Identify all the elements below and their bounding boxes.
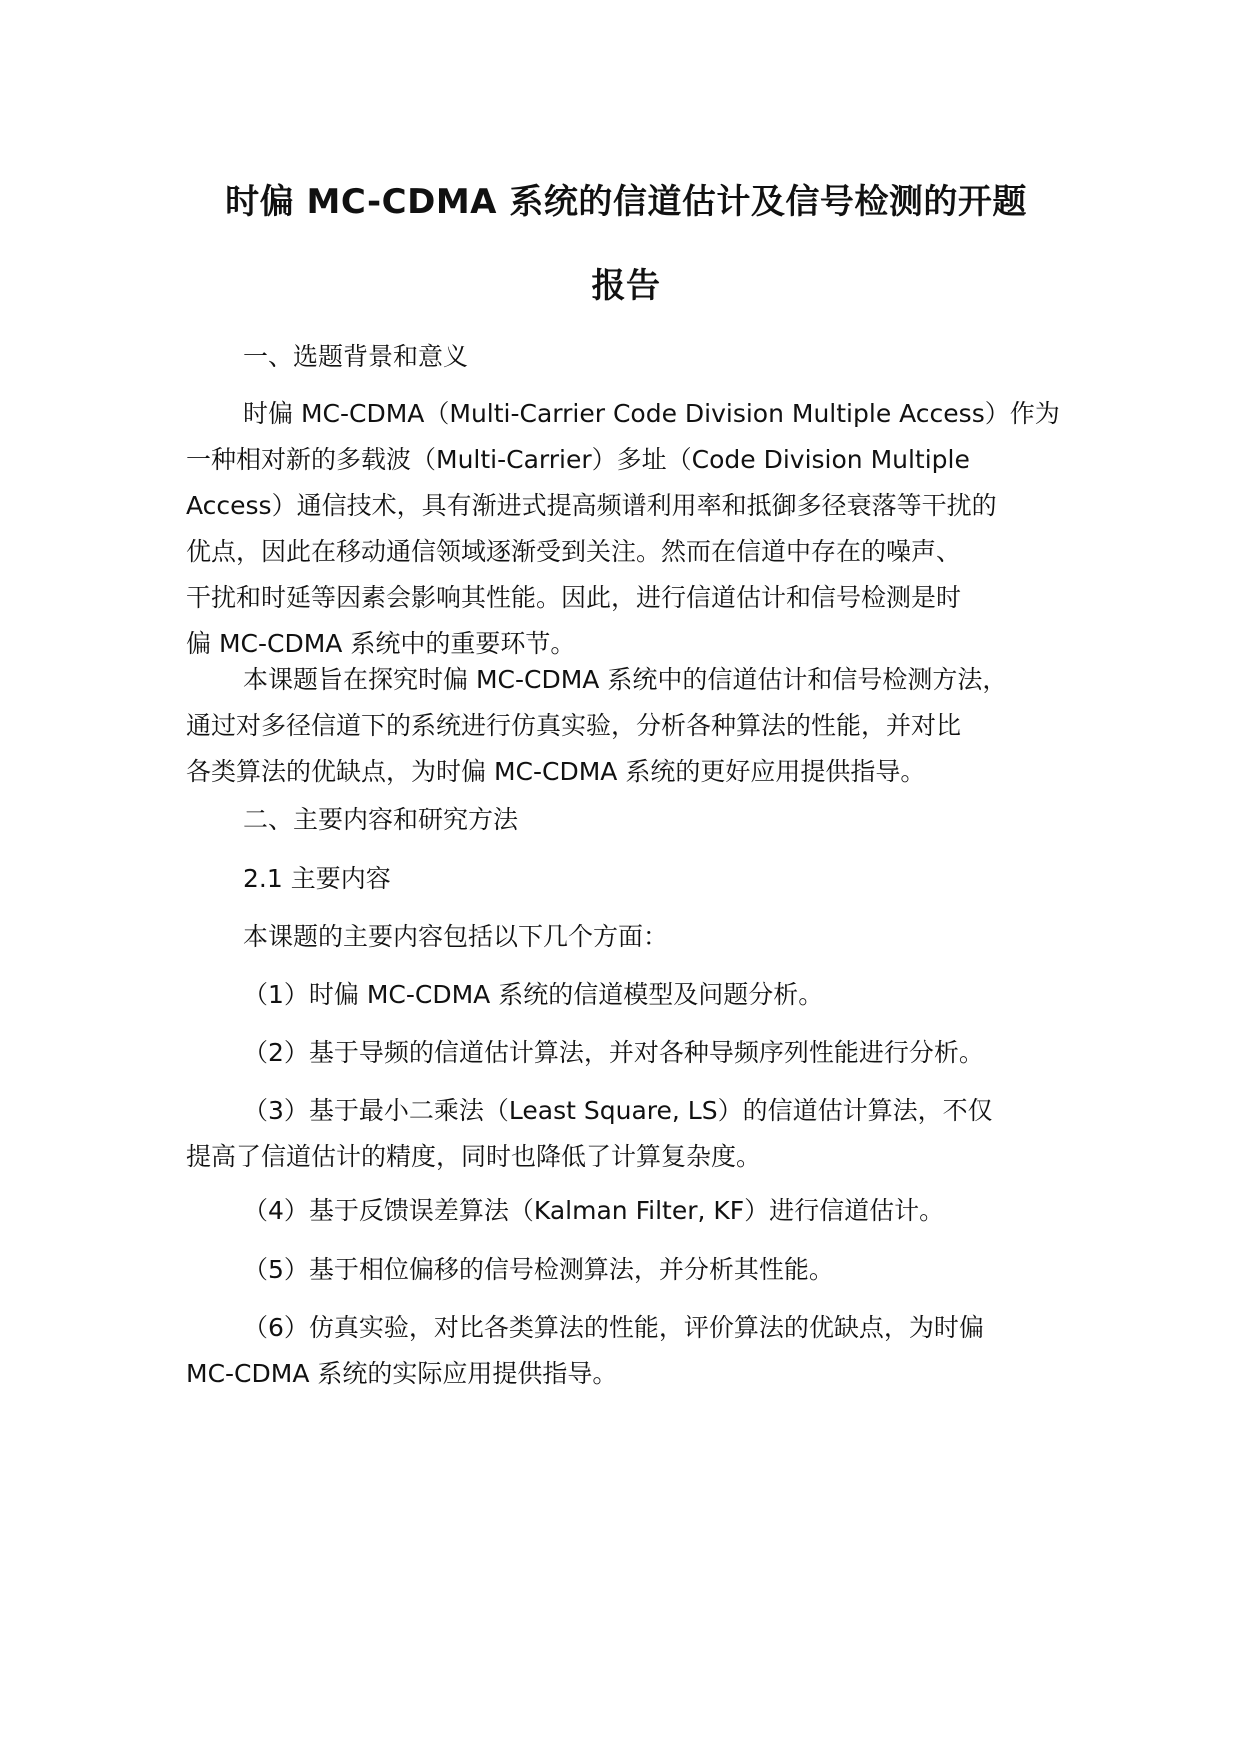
section2-heading-text: 二、主要内容和研究方法	[243, 805, 519, 834]
document-page	[186, 0, 1066, 1754]
content-intro	[186, 914, 1066, 960]
list-item-text: （3）基于最小二乘法（Least Square, LS）的信道估计算法，不仅	[243, 1096, 993, 1125]
paragraph-line: 本课题旨在探究时偏 MC-CDMA 系统中的信道估计和信号检测方法，	[243, 665, 1008, 694]
list-item-text: （1）时偏 MC-CDMA 系统的信道模型及问题分析。	[243, 980, 824, 1009]
paragraph-line: 通过对多径信道下的系统进行仿真实验，分析各种算法的性能，并对比	[186, 711, 962, 740]
paragraph-background	[186, 391, 1066, 667]
subsection21-heading-text: 2.1 主要内容	[243, 864, 391, 893]
list-item-text: MC-CDMA 系统的实际应用提供指导。	[186, 1359, 618, 1388]
list-item-text: （2）基于导频的信道估计算法，并对各种导频序列性能进行分析。	[243, 1038, 984, 1067]
paragraph-line: 优点，因此在移动通信领域逐渐受到关注。然而在信道中存在的噪声、	[186, 537, 962, 566]
paragraph-objective	[186, 657, 1066, 795]
list-item-2	[186, 1030, 1066, 1076]
list-item-4	[186, 1188, 1066, 1234]
list-item-text: （5）基于相位偏移的信号检测算法，并分析其性能。	[243, 1255, 834, 1284]
paragraph-line: Access）通信技术，具有渐进式提高频谱利用率和抵御多径衰落等干扰的	[186, 491, 997, 520]
list-item-1	[186, 972, 1066, 1018]
section2-heading	[186, 797, 1066, 843]
list-item-text: （4）基于反馈误差算法（Kalman Filter, KF）进行信道估计。	[243, 1196, 945, 1225]
list-item-6	[186, 1305, 1066, 1397]
subsection21-heading	[186, 856, 1066, 902]
paragraph-line: 干扰和时延等因素会影响其性能。因此，进行信道估计和信号检测是时	[186, 583, 962, 612]
content-intro-text: 本课题的主要内容包括以下几个方面：	[243, 922, 669, 951]
document-title-line2: 报告	[591, 266, 661, 306]
section1-heading-text: 一、选题背景和意义	[243, 342, 469, 371]
section1-heading	[186, 334, 1066, 380]
list-item-5	[186, 1247, 1066, 1293]
paragraph-line: 时偏 MC-CDMA（Multi-Carrier Code Division Multiple Access）作为	[243, 399, 1060, 428]
paragraph-line: 偏 MC-CDMA 系统中的重要环节。	[186, 629, 576, 658]
list-item-text: （6）仿真实验，对比各类算法的性能，评价算法的优缺点，为时偏	[243, 1313, 984, 1342]
paragraph-line: 一种相对新的多载波（Multi-Carrier）多址（Code Division Multiple	[186, 445, 970, 474]
list-item-3	[186, 1088, 1066, 1180]
document-title-line1: 时偏 MC-CDMA 系统的信道估计及信号检测的开题	[225, 182, 1027, 222]
list-item-text: 提高了信道估计的精度，同时也降低了计算复杂度。	[186, 1142, 762, 1171]
paragraph-line: 各类算法的优缺点，为时偏 MC-CDMA 系统的更好应用提供指导。	[186, 757, 926, 786]
